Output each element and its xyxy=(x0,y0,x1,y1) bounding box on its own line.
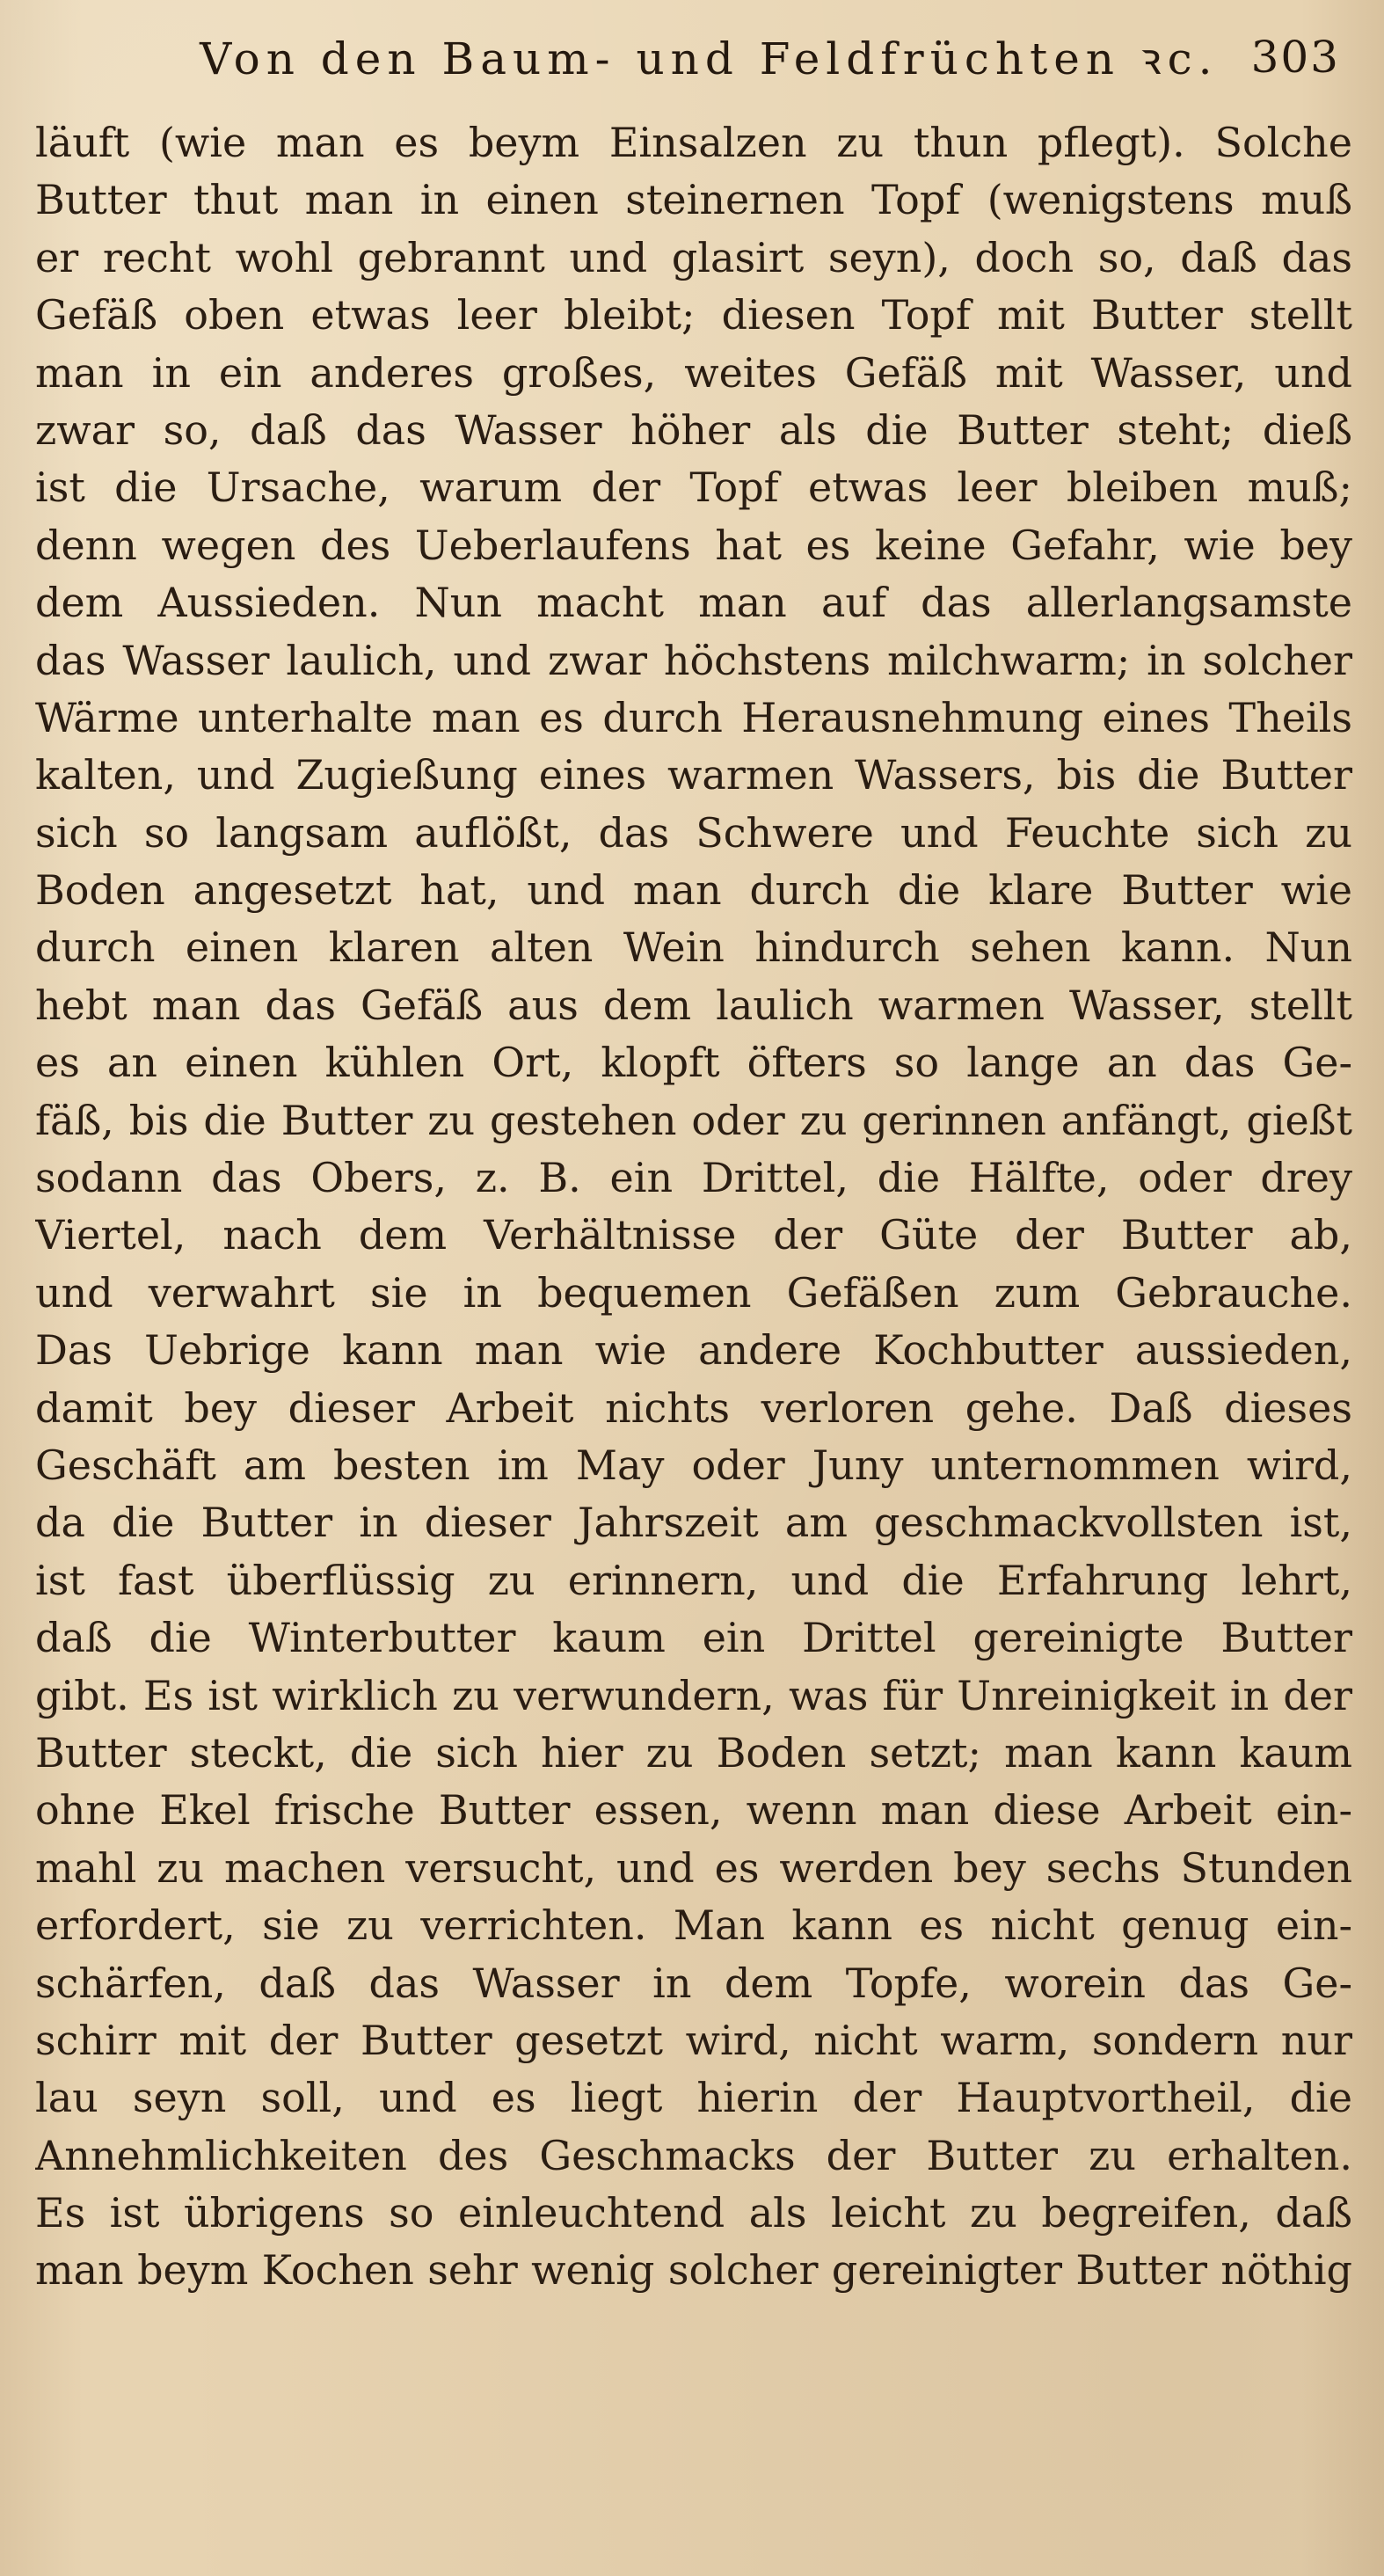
text-line: man in ein anderes großes, weites Gefäß mit Wasser, und xyxy=(35,348,1352,397)
text-line: Annehmlichkeiten des Geschmacks der Butter zu erhalten. xyxy=(35,2131,1352,2179)
text-line: sich so langsam auflößt, das Schwere und Feuchte sich zu xyxy=(35,808,1352,857)
text-line: man beym Kochen sehr wenig solcher gereinigter Butter nöthig xyxy=(35,2246,1352,2295)
text-line: ist fast überflüssig zu erinnern, und die Erfahrung lehrt, xyxy=(35,1556,1352,1604)
text-line: damit bey dieser Arbeit nichts verloren gehe. Daß dieses xyxy=(35,1383,1352,1432)
text-line: mahl zu machen versucht, und es werden bey sechs Stunden xyxy=(35,1843,1352,1892)
text-line: sodann das Obers, z. B. ein Drittel, die Hälfte, oder drey xyxy=(35,1154,1352,1202)
text-line: Das Uebrige kann man wie andere Kochbutter aussieden, xyxy=(35,1326,1352,1375)
text-line: dem Aussieden. Nun macht man auf das allerlangsamste xyxy=(35,579,1352,627)
text-line: zwar so, daß das Wasser höher als die Butter steht; dieß xyxy=(35,405,1352,454)
text-line: Gefäß oben etwas leer bleibt; diesen Topf mit Butter stellt xyxy=(35,291,1352,339)
body-text xyxy=(35,114,1352,2300)
text-line: daß die Winterbutter kaum ein Drittel gereinigte Butter xyxy=(35,1614,1352,1662)
text-line: fäß, bis die Butter zu gestehen oder zu gerinnen anfängt, gießt xyxy=(35,1096,1352,1144)
text-line: lau seyn soll, und es liegt hierin der Hauptvortheil, die xyxy=(35,2074,1352,2122)
text-line: Geschäft am besten im May oder Juny unternommen wird, xyxy=(35,1441,1352,1489)
text-line: schirr mit der Butter gesetzt wird, nicht warm, sondern nur xyxy=(35,2016,1352,2064)
text-line: ohne Ekel frische Butter essen, wenn man diese Arbeit ein- xyxy=(35,1786,1352,1835)
text-line: erfordert, sie zu verrichten. Man kann es nicht genug ein- xyxy=(35,1901,1352,1950)
text-line: Wärme unterhalte man es durch Herausnehmung eines Theils xyxy=(35,693,1352,741)
text-line: denn wegen des Ueberlaufens hat es keine Gefahr, wie bey xyxy=(35,521,1352,569)
text-line: da die Butter in dieser Jahrszeit am geschmackvollsten ist, xyxy=(35,1499,1352,1547)
text-line: Butter steckt, die sich hier zu Boden setzt; man kann kaum xyxy=(35,1728,1352,1777)
running-head xyxy=(35,26,1349,88)
running-head-title: Von den Baum- und Feldfrüchten ꝛc. xyxy=(200,33,1219,84)
text-line: es an einen kühlen Ort, klopft öfters so lange an das Ge- xyxy=(35,1039,1352,1087)
text-line: ist die Ursache, warum der Topf etwas leer bleiben muß; xyxy=(35,463,1352,512)
text-line: durch einen klaren alten Wein hindurch sehen kann. Nun xyxy=(35,923,1352,972)
text-line: hebt man das Gefäß aus dem laulich warmen Wasser, stellt xyxy=(35,981,1352,1029)
text-line: er recht wohl gebrannt und glasirt seyn), doch so, daß das xyxy=(35,233,1352,281)
text-line: gibt. Es ist wirklich zu verwundern, was für Unreinigkeit in der xyxy=(35,1671,1352,1719)
text-line: Butter thut man in einen steinernen Topf (wenigstens muß xyxy=(35,176,1352,224)
text-line: Viertel, nach dem Verhältnisse der Güte der Butter ab, xyxy=(35,1211,1352,1259)
text-line: Es ist übrigens so einleuchtend als leicht zu begreifen, daß xyxy=(35,2189,1352,2237)
text-line: und verwahrt sie in bequemen Gefäßen zum Gebrauche. xyxy=(35,1268,1352,1317)
text-line: kalten, und Zugießung eines warmen Wassers, bis die Butter xyxy=(35,751,1352,799)
text-line: das Wasser laulich, und zwar höchstens milchwarm; in solcher xyxy=(35,636,1352,684)
text-line: läuft (wie man es beym Einsalzen zu thun pflegt). Solche xyxy=(35,119,1352,166)
page-number: 303 xyxy=(1250,32,1340,83)
text-line: schärfen, daß das Wasser in dem Topfe, worein das Ge- xyxy=(35,1959,1352,2007)
text-line: Boden angesetzt hat, und man durch die klare Butter wie xyxy=(35,866,1352,915)
